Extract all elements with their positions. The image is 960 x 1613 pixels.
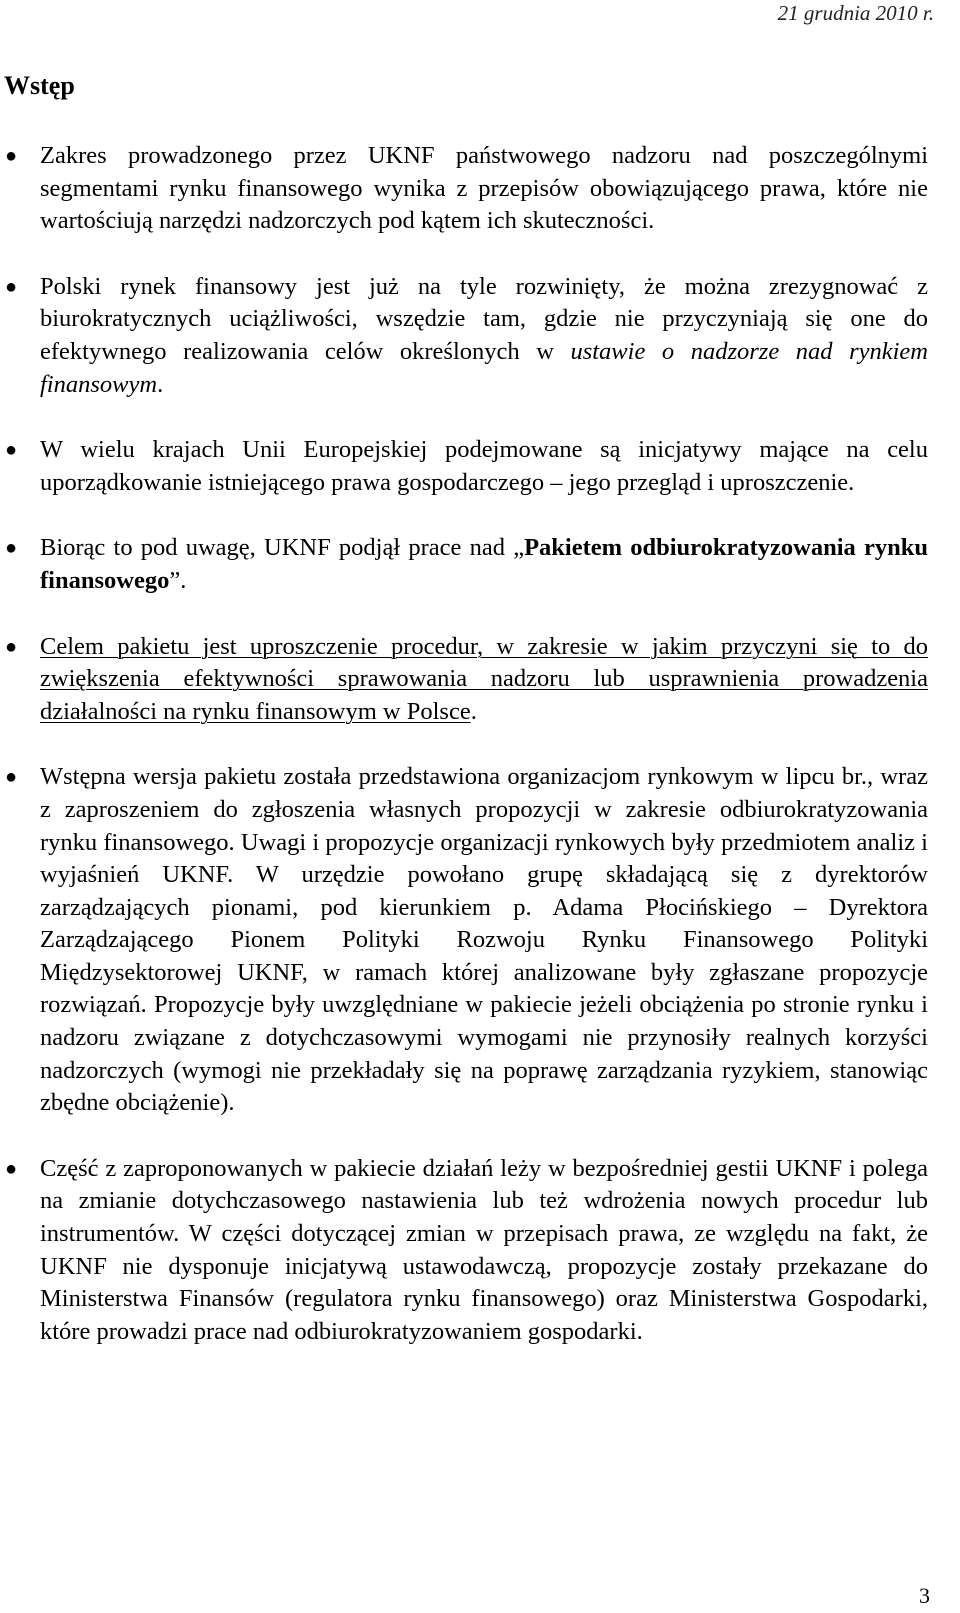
paragraph-text-end: . <box>157 370 164 398</box>
section-title: Wstęp <box>4 71 75 100</box>
list-item <box>0 631 960 729</box>
package-name-bold: Pakietem odbiurokratyzowania rynku finansowego <box>40 534 928 594</box>
list-item <box>0 761 960 1120</box>
paragraph-text: Biorąc to pod uwagę, UKNF podjął prace nad „ <box>40 534 525 562</box>
paragraph-text-end: . <box>470 697 477 725</box>
paragraph-text: Część z zaproponowanych w pakiecie działań leży w bezpośredniej gestii UKNF i polega na zmianie dotychczasowego nastawienia lub też wdrożenia nowych procedur lub instrumentów. W części dotyczącej zmian w przepisach prawa, ze względu na fakt, że UKNF nie dysponuje inicjatywą ustawodawczą, propozycje zostały przekazane do Ministerstwa Finansów (regulatora rynku finansowego) oraz Ministerstwa Gospodarki, które prowadzi prace nad odbiurokratyzowaniem gospodarki. <box>40 1154 928 1345</box>
bullet-icon: ● <box>5 635 18 658</box>
list-item <box>0 532 960 597</box>
list-item <box>0 271 960 401</box>
bullet-icon: ● <box>5 145 18 167</box>
bullet-icon: ● <box>5 439 18 462</box>
bullet-list <box>0 140 960 1381</box>
law-title-italic: ustawie o nadzorze nad rynkiem finansowym <box>40 337 928 398</box>
bullet-icon: ● <box>5 1157 18 1180</box>
paragraph-text: Wstępna wersja pakietu została przedstawiona organizacjom rynkowym w lipcu br., wraz z zaproszeniem do zgłoszenia własnych propozycji w zakresie odbiurokratyzowania rynku finansowego. Uwagi i propozycje organizacji rynkowych były przedmiotem analiz i wyjaśnień UKNF. W urzędzie powołano grupę składającą się z dyrektorów zarządzających pionami, pod kierunkiem p. Adama Płocińskiego – Dyrektora Zarządzającego Pionem Polityki Rozwoju Rynku Finansowego Polityki Międzysektorowej UKNF, w ramach której analizowane były zgłaszane propozycje rozwiązań. Propozycje były uwzględniane w pakiecie jeżeli obciążenia po stronie rynku i nadzoru związane z dotychczasowymi wymogami nie przynosiły realnych korzyści nadzorczych (wymogi nie przekładały się na poprawę zarządzania ryzykiem, stanowiąc zbędne obciążenie). <box>40 763 928 1117</box>
paragraph-text: W wielu krajach Unii Europejskiej podejmowane są inicjatywy mające na celu uporządkowanie istniejącego prawa gospodarczego – jego przegląd i uproszczenie. <box>40 436 928 496</box>
bullet-icon: ● <box>5 275 18 298</box>
paragraph-text: Zakres prowadzonego przez UKNF państwowego nadzoru nad poszczególnymi segmentami rynku finansowego wynika z przepisów obowiązującego prawa, które nie wartościują narzędzi nadzorczych pod kątem ich skuteczności. <box>40 142 928 235</box>
list-item <box>0 434 960 499</box>
list-item <box>0 140 960 238</box>
paragraph-text: Polski rynek finansowy jest już na tyle rozwinięty, że można zrezygnować z biurokratycznych uciążliwości, wszędzie tam, gdzie nie przyczyniają się one do efektywnego realizowania celów określonych w <box>40 272 928 365</box>
list-item <box>0 1153 960 1349</box>
page-number: 3 <box>919 1583 930 1608</box>
document-date: 21 grudnia 2010 r. <box>777 1 934 25</box>
bullet-icon: ● <box>5 537 18 560</box>
paragraph-text-underlined: Celem pakietu jest uproszczenie procedur, w zakresie w jakim przyczyni się to do zwiększenia efektywności sprawowania nadzoru lub usprawnienia prowadzenia działalności na rynku finansowym w Polsce <box>40 632 928 725</box>
bullet-icon: ● <box>5 766 18 789</box>
paragraph-text-end: ”. <box>169 566 187 594</box>
